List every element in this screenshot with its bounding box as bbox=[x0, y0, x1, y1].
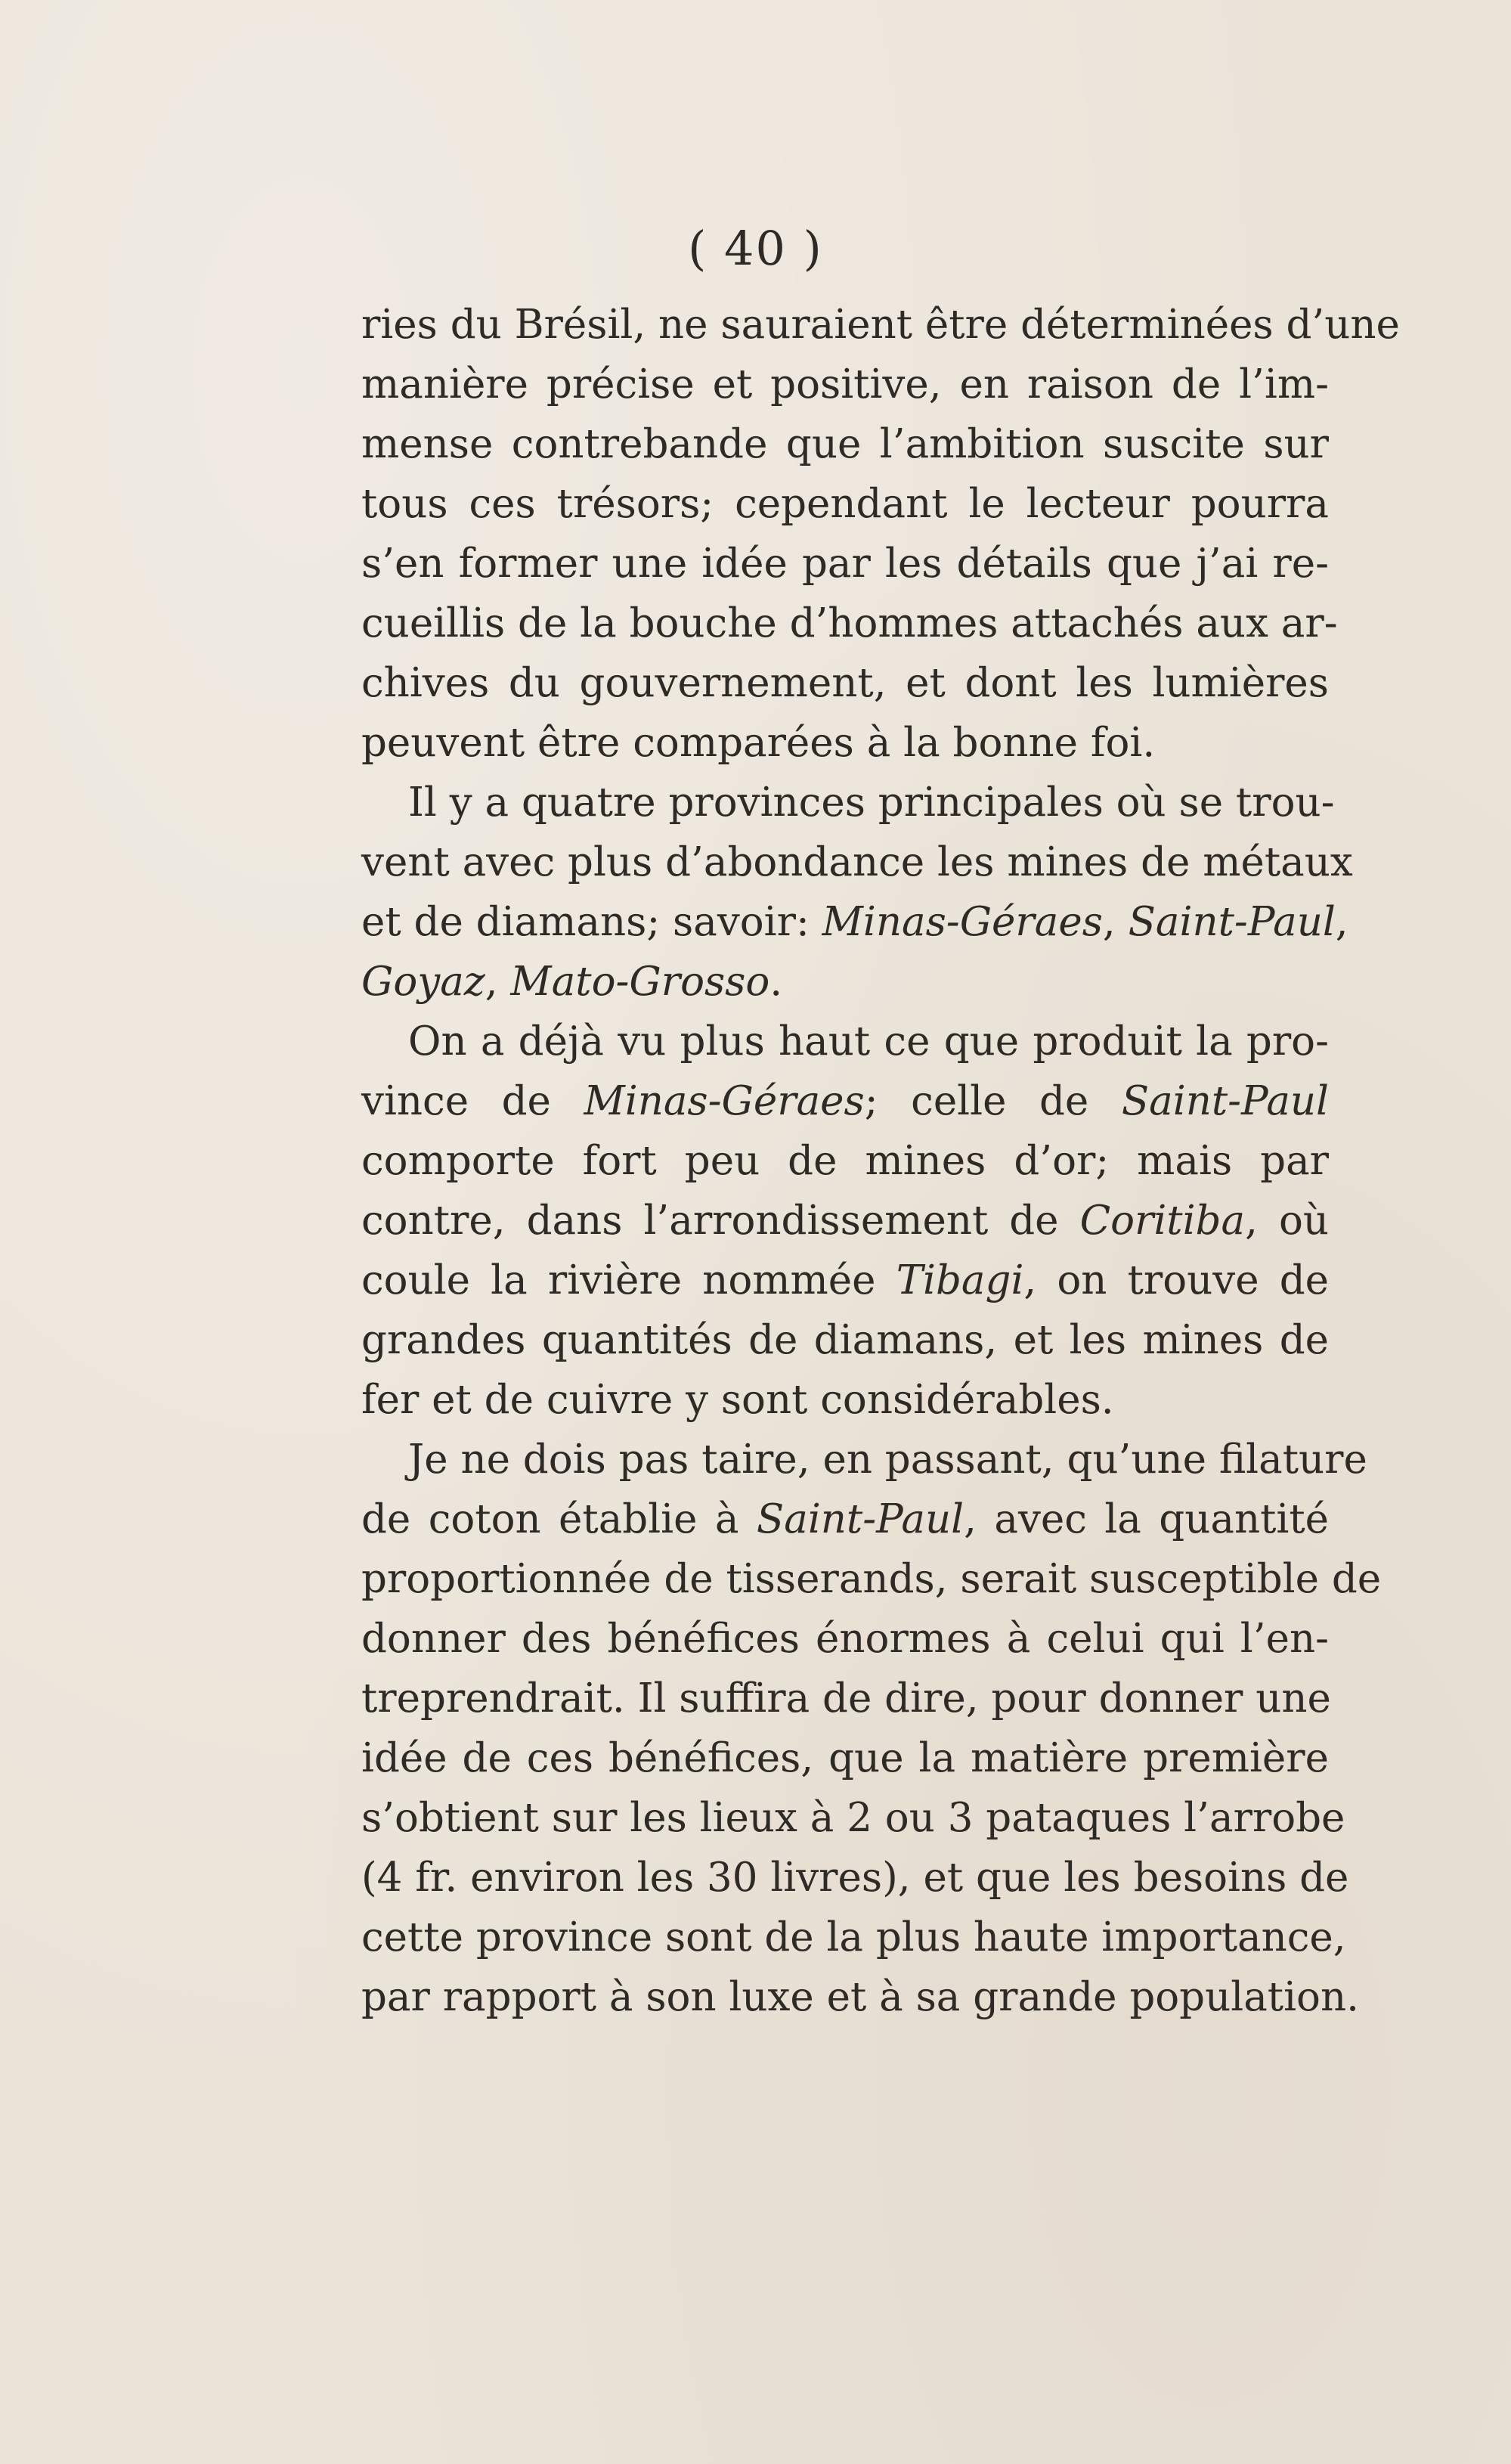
text-segment: coule la rivière nommée bbox=[361, 1257, 896, 1303]
text-line bbox=[361, 1489, 1329, 1549]
text-line bbox=[361, 1012, 1329, 1071]
text-segment: vent avec plus d’abondance les mines de métaux bbox=[361, 839, 1353, 885]
text-segment: tous ces trésors; cependant le lecteur pourra bbox=[361, 481, 1329, 527]
text-segment: contre, dans l’arrondissement de bbox=[361, 1198, 1080, 1244]
text-segment: . bbox=[769, 959, 783, 1005]
italic-text-segment: Tibagi bbox=[896, 1257, 1024, 1303]
text-segment: , avec la quantité bbox=[964, 1496, 1330, 1542]
text-segment: , bbox=[485, 959, 511, 1005]
text-line bbox=[361, 1071, 1329, 1131]
text-line bbox=[361, 1310, 1329, 1370]
text-segment: s’obtient sur les lieux à 2 ou 3 pataques l’arrobe bbox=[361, 1795, 1345, 1841]
text-segment: ; celle de bbox=[864, 1078, 1122, 1124]
body-text bbox=[361, 295, 1400, 2027]
text-line bbox=[361, 1728, 1329, 1788]
text-line bbox=[361, 952, 1329, 1012]
text-segment: vince de bbox=[361, 1078, 584, 1124]
text-segment: fer et de cuivre y sont considérables. bbox=[361, 1377, 1114, 1423]
text-segment: manière précise et positive, en raison de l’im- bbox=[361, 361, 1329, 408]
text-segment: Il y a quatre provinces principales où se trou- bbox=[408, 779, 1335, 826]
italic-text-segment: Mato-Grosso bbox=[510, 959, 770, 1005]
text-segment: s’en former une idée par les détails que j’ai re- bbox=[361, 541, 1329, 587]
text-segment: mense contrebande que l’ambition suscite sur bbox=[361, 421, 1329, 467]
text-segment: donner des bénéfices énormes à celui qui l’en- bbox=[361, 1616, 1329, 1662]
text-segment: et de diamans; savoir: bbox=[361, 899, 822, 945]
text-line bbox=[361, 594, 1338, 653]
text-line bbox=[361, 892, 1348, 952]
text-line bbox=[361, 1669, 1329, 1728]
text-segment: cette province sont de la plus haute importance, bbox=[361, 1914, 1346, 1960]
text-segment: cueillis de la bouche d’hommes attachés aux ar- bbox=[361, 600, 1338, 646]
text-line bbox=[361, 1549, 1382, 1609]
italic-text-segment: Minas-Géraes bbox=[822, 899, 1103, 945]
italic-text-segment: Goyaz bbox=[361, 959, 485, 1005]
italic-text-segment: Saint-Paul bbox=[1128, 899, 1336, 945]
text-line bbox=[361, 1430, 1367, 1489]
text-segment: ries du Brésil, ne sauraient être déterminées d’une bbox=[361, 302, 1400, 348]
text-line bbox=[361, 1788, 1345, 1848]
text-line bbox=[361, 1908, 1346, 1967]
text-line bbox=[361, 414, 1329, 474]
text-segment: (4 fr. environ les 30 livres), et que les besoins de bbox=[361, 1855, 1349, 1901]
text-line bbox=[361, 653, 1329, 713]
italic-text-segment: Saint-Paul bbox=[1121, 1078, 1330, 1124]
text-segment: grandes quantités de diamans, et les mines de bbox=[361, 1317, 1329, 1363]
text-line bbox=[361, 1191, 1329, 1251]
text-line bbox=[361, 1370, 1329, 1430]
text-segment: , où bbox=[1245, 1198, 1329, 1244]
text-line bbox=[361, 1251, 1329, 1310]
text-line bbox=[361, 1131, 1329, 1191]
text-segment: treprendrait. Il suffira de dire, pour donner une bbox=[361, 1675, 1331, 1722]
text-segment: , bbox=[1102, 899, 1129, 945]
text-line bbox=[361, 1848, 1349, 1908]
text-line bbox=[361, 1609, 1329, 1669]
text-segment: , bbox=[1335, 899, 1348, 945]
text-line bbox=[361, 713, 1329, 773]
text-line bbox=[361, 474, 1329, 534]
text-segment: idée de ces bénéfices, que la matière première bbox=[361, 1735, 1329, 1781]
text-line bbox=[361, 295, 1400, 355]
text-segment: de coton établie à bbox=[361, 1496, 757, 1542]
text-line bbox=[361, 534, 1329, 594]
text-segment: , on trouve de bbox=[1023, 1257, 1329, 1303]
text-segment: Je ne dois pas taire, en passant, qu’une filature bbox=[408, 1437, 1367, 1483]
italic-text-segment: Minas-Géraes bbox=[584, 1078, 865, 1124]
italic-text-segment: Coritiba bbox=[1079, 1198, 1246, 1244]
italic-text-segment: Saint-Paul bbox=[756, 1496, 965, 1542]
text-segment: comporte fort peu de mines d’or; mais par bbox=[361, 1138, 1329, 1184]
text-segment: chives du gouvernement, et dont les lumières bbox=[361, 660, 1329, 706]
text-line bbox=[361, 832, 1353, 892]
page-number: ( 40 ) bbox=[688, 221, 823, 276]
text-line bbox=[361, 355, 1329, 414]
text-line bbox=[361, 773, 1335, 832]
text-segment: proportionnée de tisserands, serait susceptible de bbox=[361, 1556, 1382, 1602]
text-line bbox=[361, 1967, 1359, 2027]
text-segment: On a déjà vu plus haut ce que produit la pro- bbox=[408, 1018, 1329, 1065]
text-segment: par rapport à son luxe et à sa grande population. bbox=[361, 1974, 1359, 2020]
text-segment: peuvent être comparées à la bonne foi. bbox=[361, 720, 1156, 766]
